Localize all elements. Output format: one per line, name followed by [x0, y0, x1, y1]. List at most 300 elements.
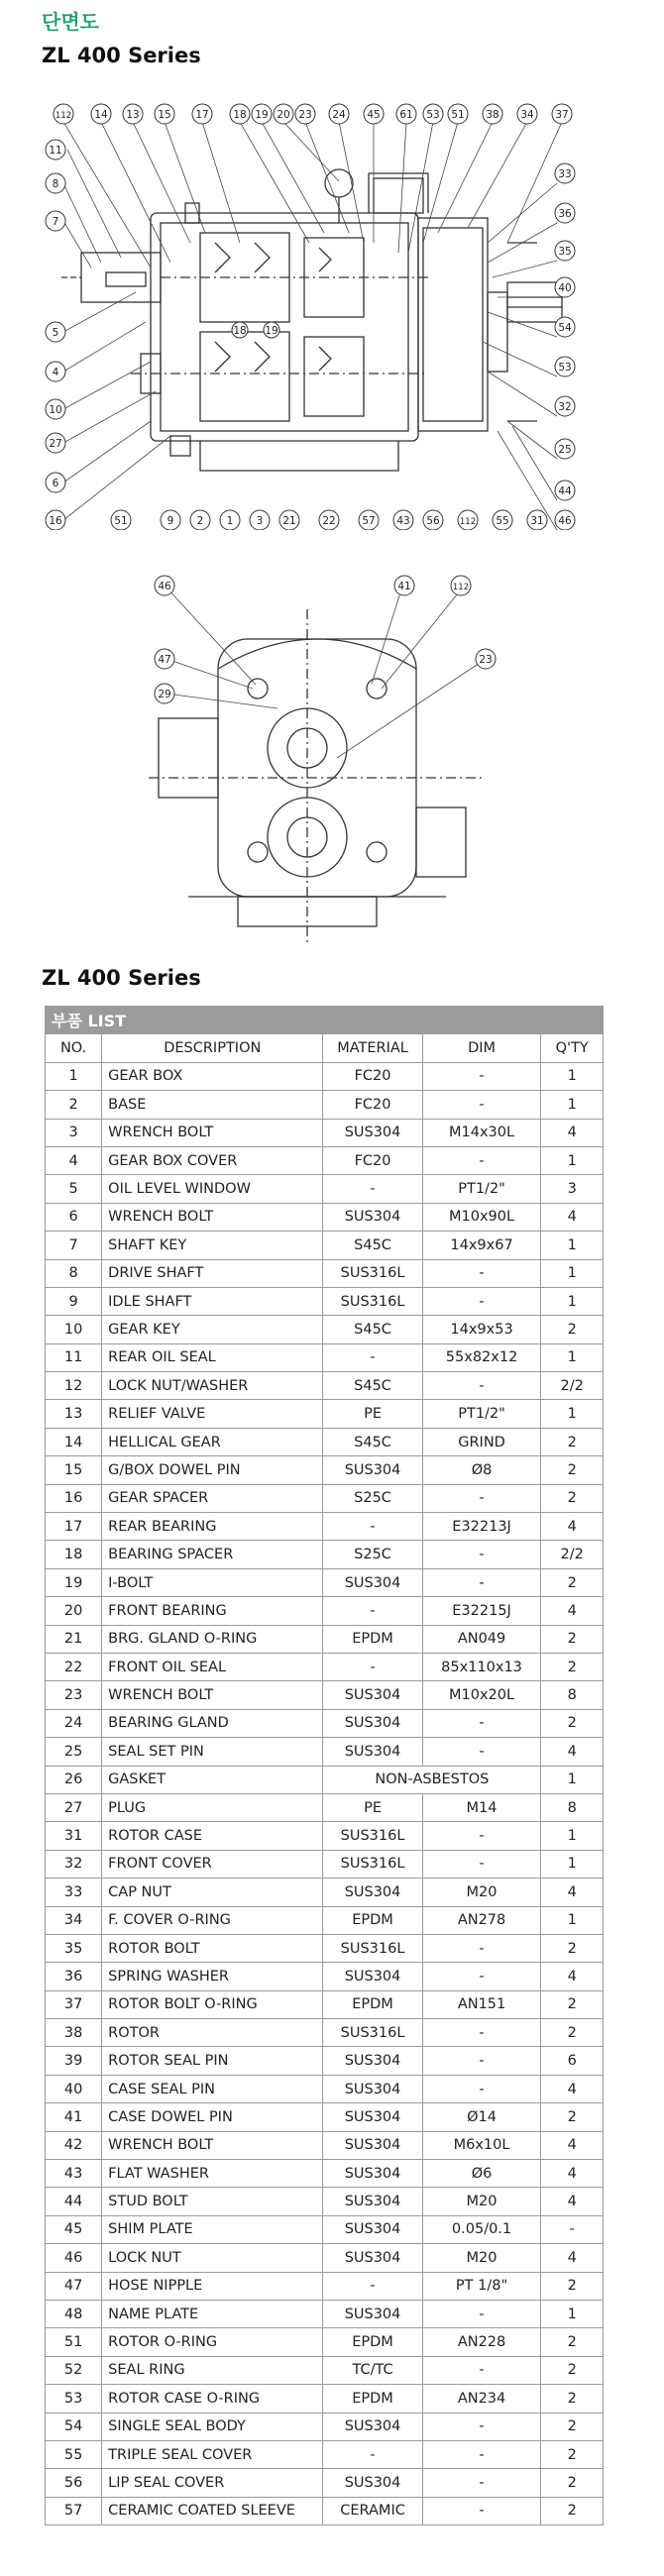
- cell-description: FRONT BEARING: [102, 1597, 323, 1625]
- cell-material: EPDM: [323, 1990, 422, 2018]
- callout-label: 14: [94, 109, 108, 121]
- cell-qty: 4: [541, 1119, 604, 1146]
- table-row: [46, 1400, 604, 1428]
- cell-no: 40: [46, 2075, 102, 2102]
- table-row: [46, 2356, 604, 2384]
- cell-material: EPDM: [323, 2328, 422, 2356]
- cell-dim: -: [422, 1822, 541, 1850]
- callout-33: [555, 163, 575, 183]
- table-row: [46, 2385, 604, 2413]
- cell-dim: -: [422, 2075, 541, 2102]
- callout-label: 15: [158, 109, 171, 121]
- cell-material: FC20: [323, 1146, 422, 1174]
- cell-qty: 2: [541, 2103, 604, 2131]
- callout-53: [555, 357, 575, 376]
- cell-description: BASE: [102, 1091, 323, 1119]
- table-row: [46, 1541, 604, 1568]
- callout-label: 112: [452, 583, 470, 592]
- cell-description: SHAFT KEY: [102, 1232, 323, 1259]
- callout-23: [295, 104, 315, 124]
- callout-2: [190, 510, 210, 530]
- cell-qty: 1: [541, 1400, 604, 1428]
- cell-dim: E32213J: [422, 1513, 541, 1541]
- cell-description: RELIEF VALVE: [102, 1400, 323, 1428]
- callout-label: 1: [226, 515, 234, 527]
- cell-description: BRG. GLAND O-RING: [102, 1625, 323, 1653]
- cell-dim: 0.05/0.1: [422, 2215, 541, 2243]
- cell-no: 41: [46, 2103, 102, 2131]
- callout-53: [423, 104, 443, 124]
- cell-dim: PT 1/8": [422, 2272, 541, 2300]
- callout-38: [483, 104, 502, 124]
- cell-material: -: [323, 2272, 422, 2300]
- callout-4: [46, 362, 65, 381]
- cell-dim: AN228: [422, 2328, 541, 2356]
- header-dim: DIM: [422, 1034, 541, 1062]
- cell-dim: M20: [422, 2188, 541, 2215]
- cell-description: FRONT COVER: [102, 1850, 323, 1878]
- cell-no: 14: [46, 1428, 102, 1455]
- table-row: [46, 2047, 604, 2075]
- cell-qty: 2: [541, 2019, 604, 2047]
- cell-dim: -: [422, 2440, 541, 2468]
- table-row: [46, 1878, 604, 1906]
- callout-label: 46: [558, 515, 572, 527]
- cell-material: SUS316L: [323, 2019, 422, 2047]
- cell-description: TRIPLE SEAL COVER: [102, 2440, 323, 2468]
- table-row: [46, 2019, 604, 2047]
- cell-no: 31: [46, 1822, 102, 1850]
- cell-dim: M6x10L: [422, 2131, 541, 2159]
- cell-no: 33: [46, 1878, 102, 1906]
- table-row: [46, 1091, 604, 1119]
- cell-material: FC20: [323, 1091, 422, 1119]
- callout-row-bottom: [111, 510, 512, 530]
- cell-material: SUS316L: [323, 1822, 422, 1850]
- cell-no: 55: [46, 2440, 102, 2468]
- cell-description: FLAT WASHER: [102, 2160, 323, 2188]
- callout-label: 2: [196, 515, 204, 527]
- callout-label: 55: [496, 515, 509, 527]
- callout-51: [448, 104, 468, 124]
- cell-material: FC20: [323, 1062, 422, 1090]
- callout-label: 32: [558, 401, 572, 413]
- callout-label: 7: [52, 216, 59, 228]
- callout-56: [423, 510, 443, 530]
- callout-3: [250, 510, 270, 530]
- cell-dim: -: [422, 1062, 541, 1090]
- callout-41: [394, 576, 414, 595]
- cell-qty: 8: [541, 1793, 604, 1821]
- cell-material: SUS316L: [323, 1850, 422, 1878]
- cell-dim: M20: [422, 2244, 541, 2272]
- cell-dim: AN049: [422, 1625, 541, 1653]
- cell-description: NAME PLATE: [102, 2300, 323, 2327]
- table-row: [46, 1934, 604, 1962]
- cell-description: STUD BOLT: [102, 2188, 323, 2215]
- cell-material: SUS304: [323, 2244, 422, 2272]
- callout-18: [232, 322, 248, 338]
- cell-description: HELLICAL GEAR: [102, 1428, 323, 1455]
- table-row: [46, 1484, 604, 1512]
- cell-dim: 55x82x12: [422, 1343, 541, 1371]
- cell-material: SUS304: [323, 2103, 422, 2131]
- table-row: [46, 1062, 604, 1090]
- cell-description: FRONT OIL SEAL: [102, 1653, 323, 1680]
- callout-46: [155, 576, 174, 595]
- cell-no: 2: [46, 1091, 102, 1119]
- cell-description: REAR BEARING: [102, 1513, 323, 1541]
- table-row: [46, 1681, 604, 1709]
- cell-qty: 4: [541, 1513, 604, 1541]
- callout-34: [517, 104, 537, 124]
- cell-dim: Ø6: [422, 2160, 541, 2188]
- front-view-leaders: [166, 588, 486, 758]
- cell-no: 24: [46, 1709, 102, 1737]
- cell-dim: -: [422, 1738, 541, 1766]
- table-row: [46, 2440, 604, 2468]
- cell-description: SEAL RING: [102, 2356, 323, 2384]
- parts-list-header-row: [46, 1034, 604, 1062]
- cell-qty: 4: [541, 1203, 604, 1231]
- callout-label: 19: [255, 109, 269, 121]
- cell-material: SUS304: [323, 1738, 422, 1766]
- cell-no: 37: [46, 1990, 102, 2018]
- table-row: [46, 1259, 604, 1287]
- callout-label: 44: [558, 485, 572, 497]
- callout-5: [46, 322, 65, 342]
- cell-material: -: [323, 1597, 422, 1625]
- callout-16: [46, 510, 65, 530]
- callout-inner: [232, 322, 279, 338]
- cell-material: SUS304: [323, 1119, 422, 1146]
- table-row: [46, 1568, 604, 1596]
- cell-no: 4: [46, 1146, 102, 1174]
- cell-qty: 4: [541, 1878, 604, 1906]
- callout-label: 5: [52, 327, 59, 339]
- callout-6: [46, 473, 65, 492]
- cell-dim: M10x90L: [422, 1203, 541, 1231]
- cell-material: SUS304: [323, 2047, 422, 2075]
- cell-qty: 1: [541, 1906, 604, 1934]
- table-row: [46, 2131, 604, 2159]
- cell-material: SUS304: [323, 1456, 422, 1484]
- table-row: [46, 2300, 604, 2327]
- cell-no: 39: [46, 2047, 102, 2075]
- cell-material: SUS316L: [323, 1259, 422, 1287]
- table-row: [46, 1653, 604, 1680]
- callout-47: [155, 649, 174, 669]
- callout-46: [555, 510, 575, 530]
- cell-description: ROTOR BOLT: [102, 1934, 323, 1962]
- cell-qty: 4: [541, 2188, 604, 2215]
- cell-description: SPRING WASHER: [102, 1963, 323, 1990]
- cell-material: EPDM: [323, 1625, 422, 1653]
- callout-label: 56: [426, 515, 440, 527]
- callout-column-left: [46, 140, 65, 530]
- cell-description: BEARING GLAND: [102, 1709, 323, 1737]
- cell-material: SUS304: [323, 2215, 422, 2243]
- table-row: [46, 1232, 604, 1259]
- cell-qty: 2: [541, 1990, 604, 2018]
- cell-qty: 4: [541, 2244, 604, 2272]
- cell-dim: AN278: [422, 1906, 541, 1934]
- front-view-outline: [149, 609, 486, 946]
- section-label: 단면도: [42, 10, 99, 34]
- cell-no: 23: [46, 1681, 102, 1709]
- table-row: [46, 2272, 604, 2300]
- cell-dim: -: [422, 1568, 541, 1596]
- cell-description: I-BOLT: [102, 1568, 323, 1596]
- callout-label: 18: [233, 325, 247, 337]
- cell-no: 42: [46, 2131, 102, 2159]
- callout-label: 22: [322, 515, 336, 527]
- cell-description: ROTOR: [102, 2019, 323, 2047]
- cell-qty: 2: [541, 2356, 604, 2384]
- callout-36: [555, 203, 575, 223]
- cell-material: SUS304: [323, 2300, 422, 2327]
- cell-no: 16: [46, 1484, 102, 1512]
- cell-qty: 3: [541, 1175, 604, 1203]
- table-row: [46, 2103, 604, 2131]
- cell-dim: GRIND: [422, 1428, 541, 1455]
- cell-description: CERAMIC COATED SLEEVE: [102, 2497, 323, 2524]
- table-row: [46, 1175, 604, 1203]
- table-row: [46, 2328, 604, 2356]
- callout-112: [451, 576, 471, 595]
- cell-qty: 2: [541, 1653, 604, 1680]
- callout-23: [476, 649, 496, 669]
- callout-31: [527, 510, 547, 530]
- cell-description: WRENCH BOLT: [102, 1203, 323, 1231]
- cell-no: 43: [46, 2160, 102, 2188]
- cell-no: 18: [46, 1541, 102, 1568]
- table-row: [46, 1822, 604, 1850]
- cell-qty: 2/2: [541, 1541, 604, 1568]
- cell-material: SUS304: [323, 2188, 422, 2215]
- callout-label: 61: [399, 109, 413, 121]
- cell-material: S25C: [323, 1541, 422, 1568]
- cell-qty: 6: [541, 2047, 604, 2075]
- cell-no: 21: [46, 1625, 102, 1653]
- cell-qty: 1: [541, 1146, 604, 1174]
- callout-row-top: [54, 104, 572, 124]
- cell-material: S45C: [323, 1316, 422, 1343]
- cell-dim: -: [422, 1709, 541, 1737]
- callout-label: 17: [195, 109, 209, 121]
- cell-qty: 1: [541, 2300, 604, 2327]
- cell-qty: 2: [541, 1316, 604, 1343]
- cell-no: 27: [46, 1793, 102, 1821]
- callout-label: 27: [49, 438, 62, 450]
- cell-dim: 85x110x13: [422, 1653, 541, 1680]
- cell-no: 9: [46, 1287, 102, 1315]
- table-row: [46, 2244, 604, 2272]
- cell-qty: 2: [541, 2469, 604, 2497]
- cell-description: G/BOX DOWEL PIN: [102, 1456, 323, 1484]
- callout-label: 43: [396, 515, 410, 527]
- table-row: [46, 1513, 604, 1541]
- cell-qty: 2: [541, 1625, 604, 1653]
- parts-list-title-row: [46, 1007, 604, 1034]
- cell-qty: 2: [541, 1456, 604, 1484]
- callout-44: [555, 481, 575, 500]
- callout-label: 11: [49, 145, 62, 157]
- cell-description: ROTOR SEAL PIN: [102, 2047, 323, 2075]
- callout-label: 13: [126, 109, 140, 121]
- cell-qty: 2: [541, 2328, 604, 2356]
- cell-qty: 1: [541, 1287, 604, 1315]
- cell-description: HOSE NIPPLE: [102, 2272, 323, 2300]
- cell-material: EPDM: [323, 1906, 422, 1934]
- cell-no: 36: [46, 1963, 102, 1990]
- callout-21: [279, 510, 299, 530]
- table-row: [46, 2188, 604, 2215]
- callout-51: [111, 510, 131, 530]
- cell-description: LIP SEAL COVER: [102, 2469, 323, 2497]
- cell-qty: 2: [541, 2440, 604, 2468]
- cell-dim: -: [422, 2469, 541, 2497]
- callout-label: 41: [397, 581, 411, 592]
- cell-no: 53: [46, 2385, 102, 2413]
- cell-dim: -: [422, 2497, 541, 2524]
- cell-material: SUS304: [323, 2131, 422, 2159]
- cell-qty: 2: [541, 1428, 604, 1455]
- cell-qty: 4: [541, 2131, 604, 2159]
- cell-no: 7: [46, 1232, 102, 1259]
- callout-27: [46, 433, 65, 453]
- cell-qty: 2: [541, 1568, 604, 1596]
- callout-label: 53: [426, 109, 440, 121]
- callout-label: 37: [555, 109, 569, 121]
- callout-label: 3: [256, 515, 264, 527]
- cell-material: SUS304: [323, 1681, 422, 1709]
- callout-61: [396, 104, 416, 124]
- cell-material: SUS304: [323, 1203, 422, 1231]
- cell-qty: 2: [541, 2413, 604, 2440]
- table-row: [46, 2160, 604, 2188]
- cell-dim: -: [422, 2356, 541, 2384]
- callout-35: [555, 241, 575, 261]
- cell-dim: M20: [422, 1878, 541, 1906]
- callout-label: 34: [520, 109, 534, 121]
- callout-1: [220, 510, 240, 530]
- callout-57: [359, 510, 379, 530]
- callout-9: [161, 510, 180, 530]
- cell-material: -: [323, 1343, 422, 1371]
- cell-qty: 2: [541, 2497, 604, 2524]
- cell-material: PE: [323, 1793, 422, 1821]
- cell-dim: -: [422, 1963, 541, 1990]
- cell-material: SUS304: [323, 2160, 422, 2188]
- callout-18: [230, 104, 250, 124]
- cell-dim: M14x30L: [422, 1119, 541, 1146]
- cell-material: SUS304: [323, 2469, 422, 2497]
- cell-dim: 14x9x67: [422, 1232, 541, 1259]
- cell-qty: 1: [541, 1343, 604, 1371]
- table-row: [46, 1203, 604, 1231]
- table-row: [46, 1146, 604, 1174]
- cell-material: S25C: [323, 1484, 422, 1512]
- cell-no: 15: [46, 1456, 102, 1484]
- cell-no: 6: [46, 1203, 102, 1231]
- cell-qty: 1: [541, 1091, 604, 1119]
- cell-qty: 4: [541, 1597, 604, 1625]
- table-row: [46, 1316, 604, 1343]
- callout-7: [46, 211, 65, 231]
- cell-qty: 1: [541, 1259, 604, 1287]
- callout-label: 25: [558, 444, 572, 456]
- cell-qty: 2: [541, 2385, 604, 2413]
- table-row: [46, 1372, 604, 1400]
- callout-54: [555, 317, 575, 337]
- cell-description: ROTOR CASE: [102, 1822, 323, 1850]
- callout-43: [393, 510, 413, 530]
- callout-25: [555, 439, 575, 459]
- table-row: [46, 1343, 604, 1371]
- cell-description: CAP NUT: [102, 1878, 323, 1906]
- parts-list-table: [45, 1006, 604, 2525]
- cell-description: PLUG: [102, 1793, 323, 1821]
- callout-label: 24: [332, 109, 346, 121]
- table-row: [46, 1963, 604, 1990]
- cell-description: CASE SEAL PIN: [102, 2075, 323, 2102]
- cell-dim: -: [422, 1259, 541, 1287]
- cell-no: 25: [46, 1738, 102, 1766]
- callout-label: 8: [52, 178, 59, 190]
- cell-description: DRIVE SHAFT: [102, 1259, 323, 1287]
- cell-no: 52: [46, 2356, 102, 2384]
- cell-no: 57: [46, 2497, 102, 2524]
- callout-label: 6: [52, 478, 59, 489]
- cell-no: 10: [46, 1316, 102, 1343]
- cell-material: S45C: [323, 1372, 422, 1400]
- cell-description: ROTOR BOLT O-RING: [102, 1990, 323, 2018]
- callout-14: [91, 104, 111, 124]
- callout-label: 40: [558, 282, 572, 294]
- callout-37: [552, 104, 572, 124]
- cell-qty: 2: [541, 1934, 604, 1962]
- cell-description: GEAR BOX COVER: [102, 1146, 323, 1174]
- cell-description: IDLE SHAFT: [102, 1287, 323, 1315]
- cell-qty: 1: [541, 1766, 604, 1793]
- cell-description: LOCK NUT: [102, 2244, 323, 2272]
- cell-material: SUS304: [323, 2075, 422, 2102]
- cell-description: SHIM PLATE: [102, 2215, 323, 2243]
- cell-material: NON-ASBESTOS: [323, 1766, 541, 1793]
- callout-label: 51: [114, 515, 128, 527]
- cell-qty: 4: [541, 2075, 604, 2102]
- callout-label: 18: [233, 109, 247, 121]
- cell-material: -: [323, 1653, 422, 1680]
- cell-dim: -: [422, 1091, 541, 1119]
- callout-40: [555, 277, 575, 297]
- cell-dim: -: [422, 2300, 541, 2327]
- series-title-drawing: ZL 400 Series: [42, 44, 201, 67]
- cell-description: WRENCH BOLT: [102, 2131, 323, 2159]
- cell-qty: 2: [541, 1709, 604, 1737]
- callout-45: [364, 104, 384, 124]
- cell-no: 35: [46, 1934, 102, 1962]
- cell-material: SUS316L: [323, 1934, 422, 1962]
- callout-10: [46, 399, 65, 419]
- cell-description: SINGLE SEAL BODY: [102, 2413, 323, 2440]
- callout-label: 23: [298, 109, 312, 121]
- cell-qty: 4: [541, 2160, 604, 2188]
- table-row: [46, 2413, 604, 2440]
- cell-description: WRENCH BOLT: [102, 1681, 323, 1709]
- callout-label: 38: [486, 109, 499, 121]
